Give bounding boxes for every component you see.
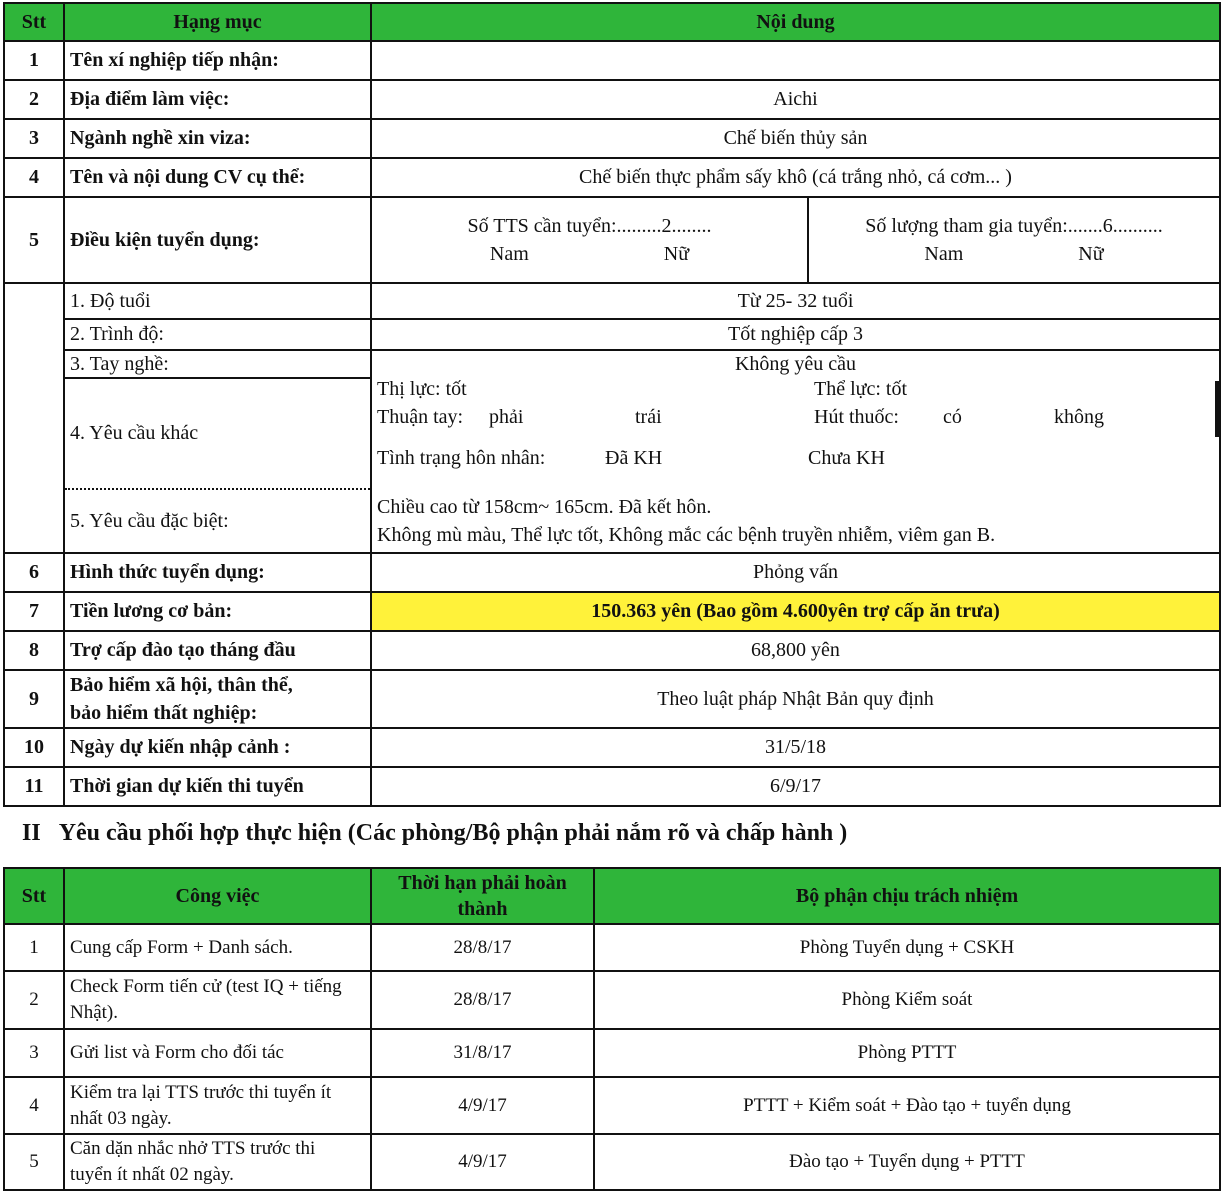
- table-row: 1 Cung cấp Form + Danh sách. 28/8/17 Phòng Tuyển dụng + CSKH: [4, 924, 1220, 971]
- req-skill-value: Không yêu cầu: [371, 350, 1220, 378]
- table-row: 5 Căn dặn nhắc nhở TTS trước thi tuyển ít nhất 02 ngày. 4/9/17 Đào tạo + Tuyển dụng + PTTT: [4, 1134, 1220, 1190]
- table-row: 4 Tên và nội dung CV cụ thể: Chế biến thực phẩm sấy khô (cá trắng nhỏ, cá cơm... ): [4, 158, 1220, 197]
- recruitment-info-table: [3, 2, 1221, 807]
- table-row: 6 Hình thức tuyển dụng: Phỏng vấn: [4, 553, 1220, 592]
- req-other-value: Thị lực: tốt Thể lực: tốt Thuận tay: phải trái Hút thuốc: có không Tình trạng hôn nhân: Đã KH Chưa KH: [371, 378, 1220, 489]
- header-deadline: Thời hạn phải hoàn thành: [371, 868, 594, 924]
- header-task: Công việc: [64, 868, 371, 924]
- req-other-label: 4. Yêu cầu khác: [64, 378, 371, 489]
- header-stt: Stt: [4, 868, 64, 924]
- table-row: 4 Kiểm tra lại TTS trước thi tuyển ít nhất 03 ngày. 4/9/17 PTTT + Kiểm soát + Đào tạo + tuyển dụng: [4, 1077, 1220, 1134]
- req-edu-label: 2. Trình độ:: [64, 319, 371, 350]
- req-age-label: 1. Độ tuổi: [64, 283, 371, 319]
- table-row: 3 Gửi list và Form cho đối tác 31/8/17 Phòng PTTT: [4, 1029, 1220, 1077]
- recruit-count-cell: Số TTS cần tuyển:.........2........ Nam Nữ: [371, 197, 808, 283]
- req-age-value: Từ 25- 32 tuổi: [371, 283, 1220, 319]
- basic-salary-value: 150.363 yên (Bao gồm 4.600yên trợ cấp ăn trưa): [371, 592, 1220, 631]
- req-special-label: 5. Yêu cầu đặc biệt:: [64, 489, 371, 553]
- coordination-table: [3, 867, 1221, 1191]
- table-row: 1 Tên xí nghiệp tiếp nhận:: [4, 41, 1220, 80]
- section-number: II: [22, 820, 41, 846]
- header-dept: Bộ phận chịu trách nhiệm: [594, 868, 1220, 924]
- table-row: 10 Ngày dự kiến nhập cảnh : 31/5/18: [4, 728, 1220, 767]
- table-row: 3 Ngành nghề xin viza: Chế biến thủy sản: [4, 119, 1220, 158]
- edge-marker: [1215, 381, 1220, 437]
- table-row: 7 Tiền lương cơ bản: 150.363 yên (Bao gồm 4.600yên trợ cấp ăn trưa): [4, 592, 1220, 631]
- req-special-value: Chiều cao từ 158cm~ 165cm. Đã kết hôn. Không mù màu, Thể lực tốt, Không mắc các bệnh truyền nhiễm, viêm gan B.: [371, 489, 1220, 553]
- section-title: [22, 820, 847, 847]
- section-heading: Yêu cầu phối hợp thực hiện (Các phòng/Bộ phận phải nắm rõ và chấp hành ): [58, 820, 848, 846]
- table-row: 5 Điều kiện tuyển dụng: Số TTS cần tuyển:.........2........ Nam Nữ Số lượng tham gia tuyển:.......6.......... Nam Nữ: [4, 197, 1220, 283]
- req-skill-label: 3. Tay nghề:: [64, 350, 371, 378]
- table-row: 8 Trợ cấp đào tạo tháng đầu 68,800 yên: [4, 631, 1220, 670]
- table-row: 9 Bảo hiểm xã hội, thân thể, bảo hiểm thất nghiệp: Theo luật pháp Nhật Bản quy định: [4, 670, 1220, 728]
- participant-count-cell: Số lượng tham gia tuyển:.......6.......... Nam Nữ: [808, 197, 1220, 283]
- header-content: Nội dung: [371, 3, 1220, 41]
- table-row: 2 Check Form tiến cử (test IQ + tiếng Nhật). 28/8/17 Phòng Kiểm soát: [4, 971, 1220, 1029]
- header-stt: Stt: [4, 3, 64, 41]
- table-row: 2 Địa điểm làm việc: Aichi: [4, 80, 1220, 119]
- header-item: Hạng mục: [64, 3, 371, 41]
- table-row: 11 Thời gian dự kiến thi tuyển 6/9/17: [4, 767, 1220, 806]
- req-edu-value: Tốt nghiệp cấp 3: [371, 319, 1220, 350]
